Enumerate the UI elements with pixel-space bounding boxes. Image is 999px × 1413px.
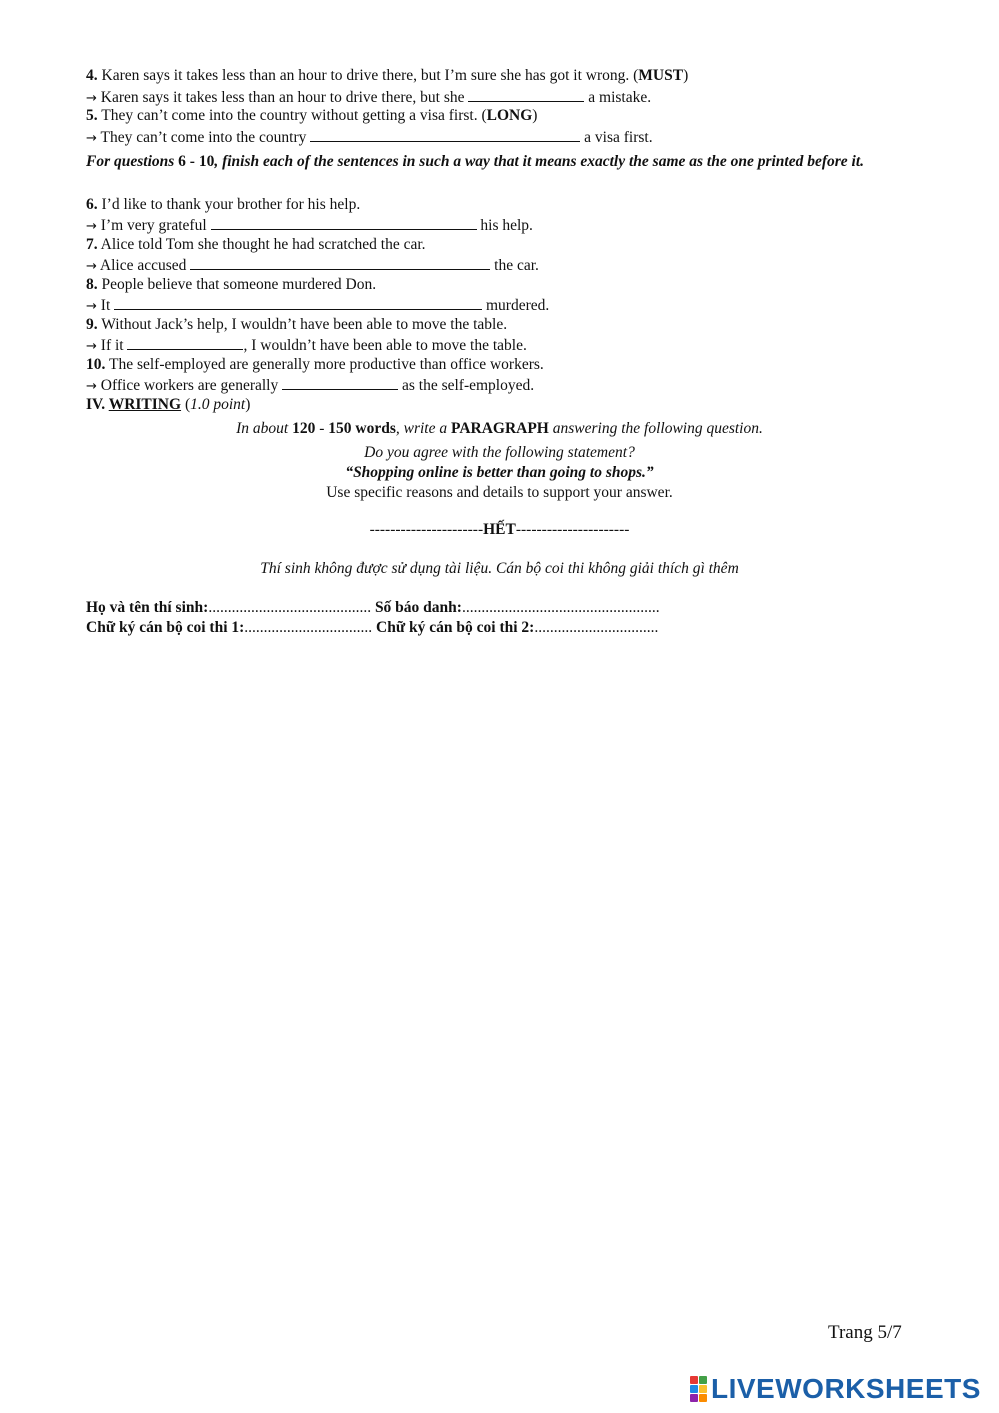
section-title: WRITING [108, 396, 182, 413]
arrow-icon: → [86, 219, 97, 234]
arrow-icon: → [86, 259, 97, 274]
candidate-info: Họ và tên thí sinh:.......................................... Số báo danh:................................................... [86, 599, 660, 616]
page-number: Trang 5/7 [828, 1322, 902, 1343]
end-marker: ----------------------HẾT---------------------- [369, 521, 630, 538]
question-number: 10. [86, 356, 106, 373]
question-5: 5. They can’t come into the country without getting a visa first. (LONG) [86, 107, 538, 124]
question-6: 6. I’d like to thank your brother for his help. [86, 196, 361, 213]
writing-question: Do you agree with the following statement? [364, 444, 635, 461]
writing-task: In about 120 - 150 words, write a PARAGRAPH answering the following question. [236, 420, 763, 437]
arrow-icon: → [86, 299, 97, 314]
question-10: 10. The self-employed are generally more productive than office workers. [86, 356, 544, 373]
liveworksheets-brand [690, 1373, 981, 1405]
arrow-icon: → [86, 339, 97, 354]
writing-support: Use specific reasons and details to support your answer. [326, 484, 673, 501]
section-heading: IV. WRITING (1.0 point) [86, 396, 251, 413]
answer-blank-4[interactable] [468, 87, 584, 102]
question-7: 7. Alice told Tom she thought he had scratched the car. [86, 236, 426, 253]
question-number: 4. [86, 67, 98, 84]
keyword: LONG [486, 107, 533, 124]
rewrite-8: → It murdered. [86, 297, 550, 314]
writing-statement: “Shopping online is better than going to shops.” [345, 464, 654, 481]
rewrite-6: → I’m very grateful his help. [86, 217, 533, 234]
question-number: 6. [86, 196, 98, 213]
question-number: 8. [86, 276, 98, 293]
rewrite-7: → Alice accused the car. [86, 257, 539, 274]
question-number: 7. [86, 236, 98, 253]
answer-blank-6[interactable] [211, 215, 477, 230]
question-9: 9. Without Jack’s help, I wouldn’t have been able to move the table. [86, 316, 508, 333]
rewrite-9: → If it , I wouldn’t have been able to move the table. [86, 337, 527, 354]
liveworksheets-logo-icon [690, 1376, 707, 1402]
answer-blank-10[interactable] [282, 375, 398, 390]
answer-blank-8[interactable] [114, 295, 482, 310]
supervisor-signatures: Chữ ký cán bộ coi thi 1:................................. Chữ ký cán bộ coi thi 2:................................ [86, 619, 659, 636]
question-number: 9. [86, 316, 98, 333]
rewrite-4: → Karen says it takes less than an hour to drive there, but she a mistake. [86, 89, 652, 106]
answer-blank-7[interactable] [190, 255, 490, 270]
arrow-icon: → [86, 91, 97, 106]
brand-name: LIVEWORKSHEETS [711, 1373, 981, 1404]
answer-blank-9[interactable] [127, 335, 243, 350]
instruction: For questions 6 - 10, finish each of the sentences in such a way that it means exactly the same as the one printed before it. [86, 153, 865, 170]
question-4: 4. Karen says it takes less than an hour to drive there, but I’m sure she has got it wrong. (MUST) [86, 67, 689, 84]
rewrite-10: → Office workers are generally as the self-employed. [86, 377, 535, 394]
keyword: MUST [638, 67, 684, 84]
question-number: 5. [86, 107, 98, 124]
answer-blank-5[interactable] [310, 127, 580, 142]
arrow-icon: → [86, 379, 97, 394]
question-8: 8. People believe that someone murdered Don. [86, 276, 377, 293]
arrow-icon: → [86, 131, 97, 146]
rewrite-5: → They can’t come into the country a visa first. [86, 129, 653, 146]
exam-note: Thí sinh không được sử dụng tài liệu. Cán bộ coi thi không giải thích gì thêm [260, 560, 739, 577]
